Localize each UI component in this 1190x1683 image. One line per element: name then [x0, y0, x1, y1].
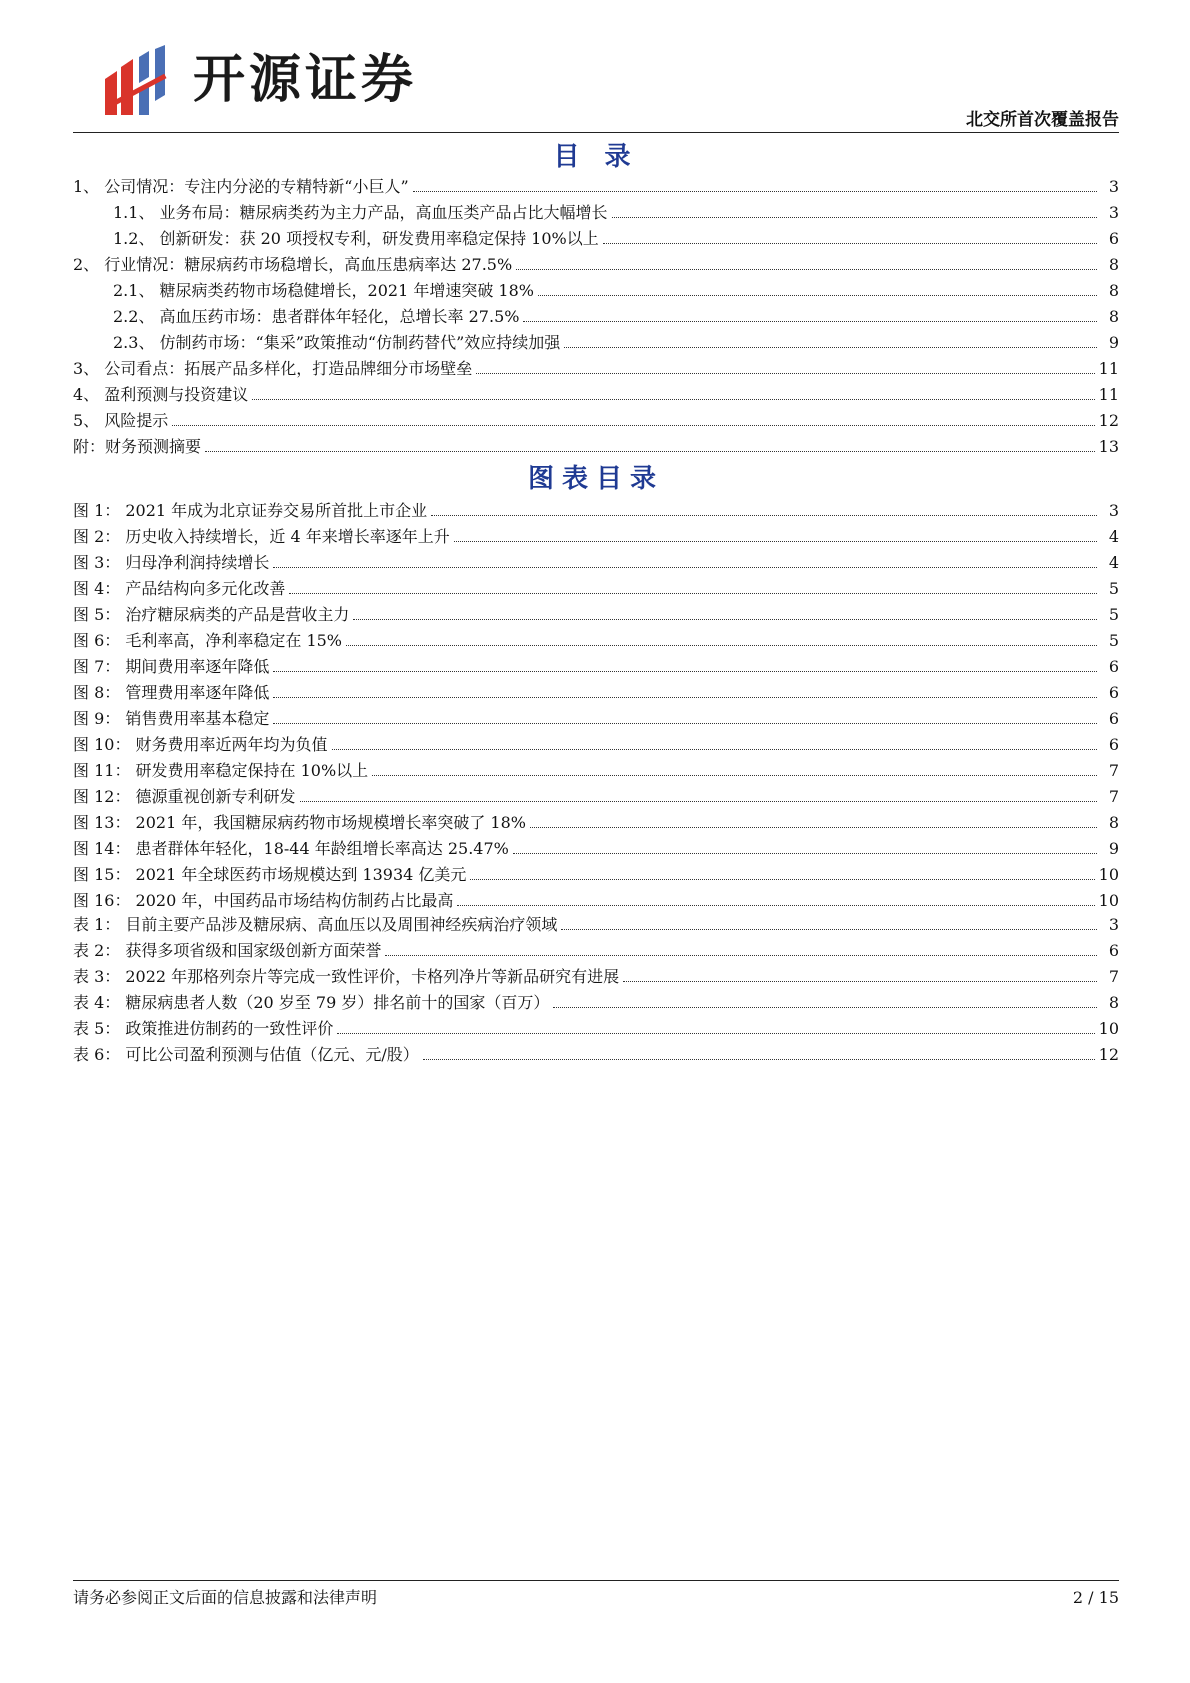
dot-leader — [273, 549, 1097, 568]
table-entry-page: 12 — [1098, 1045, 1119, 1064]
table-entry-label: 表 5： 政策推进仿制药的一致性评价 — [73, 1019, 334, 1038]
figure-entry-label: 图 13： 2021 年，我国糖尿病药物市场规模增长率突破了 18% — [73, 813, 526, 832]
figure-entry[interactable] — [73, 653, 1119, 679]
figure-entry[interactable] — [73, 627, 1119, 653]
toc-entry-page: 12 — [1098, 411, 1119, 430]
toc-entry[interactable] — [73, 277, 1119, 303]
footer-page-number: 2 / 15 — [1072, 1588, 1119, 1607]
figure-entry-page: 3 — [1108, 501, 1119, 520]
toc-entry[interactable] — [73, 199, 1119, 225]
figure-entry-page: 5 — [1108, 579, 1119, 598]
dot-leader — [553, 989, 1097, 1008]
figure-entry-page: 6 — [1108, 735, 1119, 754]
dot-leader — [273, 679, 1097, 698]
figure-entry[interactable] — [73, 679, 1119, 705]
figures-list — [73, 497, 1119, 913]
table-entry-label: 表 3： 2022 年那格列奈片等完成一致性评价，卡格列净片等新品研究有进展 — [73, 967, 620, 986]
figure-entry[interactable] — [73, 497, 1119, 523]
toc-entry-page: 3 — [1108, 177, 1119, 196]
table-entry-label: 表 6： 可比公司盈利预测与估值（亿元、元/股） — [73, 1045, 419, 1064]
figure-entry-label: 图 4： 产品结构向多元化改善 — [73, 579, 286, 598]
dot-leader — [252, 381, 1094, 400]
dot-leader — [300, 783, 1097, 802]
dot-leader — [457, 887, 1094, 906]
table-entry-page: 3 — [1108, 915, 1119, 934]
dot-leader — [353, 601, 1097, 620]
dot-leader — [516, 251, 1097, 270]
dot-leader — [346, 627, 1097, 646]
dot-leader — [385, 937, 1097, 956]
page-header — [73, 30, 1119, 130]
dot-leader — [423, 1041, 1095, 1060]
toc-entry-label: 2.3、 仿制药市场：“集采”政策推动“仿制药替代”效应持续加强 — [113, 333, 561, 352]
figure-entry-label: 图 11： 研发费用率稳定保持在 10%以上 — [73, 761, 369, 780]
figure-entry[interactable] — [73, 601, 1119, 627]
toc-entry-label: 1、 公司情况：专注内分泌的专精特新“小巨人” — [73, 177, 409, 196]
toc-entry-label: 2、 行业情况：糖尿病药市场稳增长，高血压患病率达 27.5% — [73, 255, 513, 274]
table-entry[interactable] — [73, 1015, 1119, 1041]
dot-leader — [273, 705, 1097, 724]
dot-leader — [372, 757, 1097, 776]
toc-entry[interactable] — [73, 407, 1119, 433]
toc-entry-page: 8 — [1108, 307, 1119, 326]
toc-entry-page: 11 — [1098, 359, 1119, 378]
toc-entry-page: 9 — [1108, 333, 1119, 352]
figure-entry-page: 7 — [1108, 787, 1119, 806]
figure-entry-label: 图 8： 管理费用率逐年降低 — [73, 683, 270, 702]
toc-entry[interactable] — [73, 381, 1119, 407]
dot-leader — [337, 1015, 1094, 1034]
toc-entry-page: 8 — [1108, 281, 1119, 300]
table-entry-page: 8 — [1108, 993, 1119, 1012]
toc-entry-label: 附：财务预测摘要 — [73, 437, 202, 456]
figure-entry-label: 图 2： 历史收入持续增长，近 4 年来增长率逐年上升 — [73, 527, 450, 546]
tables-list — [73, 911, 1119, 1067]
toc-entry-label: 4、 盈利预测与投资建议 — [73, 385, 249, 404]
table-entry[interactable] — [73, 963, 1119, 989]
dot-leader — [530, 809, 1097, 828]
figure-entry-page: 4 — [1108, 527, 1119, 546]
dot-leader — [431, 497, 1097, 516]
table-entry[interactable] — [73, 989, 1119, 1015]
toc-entry-label: 3、 公司看点：拓展产品多样化，打造品牌细分市场壁垒 — [73, 359, 473, 378]
kaiyuan-logo-icon — [103, 45, 183, 115]
figure-entry[interactable] — [73, 705, 1119, 731]
figure-entry-page: 5 — [1108, 605, 1119, 624]
table-entry-page: 10 — [1098, 1019, 1119, 1038]
figure-entry[interactable] — [73, 861, 1119, 887]
figure-entry-label: 图 5： 治疗糖尿病类的产品是营收主力 — [73, 605, 350, 624]
toc-title: 目 录 — [553, 142, 639, 172]
toc-entry-page: 13 — [1098, 437, 1119, 456]
figure-entry-page: 10 — [1098, 891, 1119, 910]
toc-entry-label: 1.2、 创新研发：获 20 项授权专利，研发费用率稳定保持 10%以上 — [113, 229, 599, 248]
toc-entry[interactable] — [73, 173, 1119, 199]
report-type-label: 北交所首次覆盖报告 — [966, 110, 1119, 130]
figure-entry-page: 9 — [1108, 839, 1119, 858]
toc-entry[interactable] — [73, 355, 1119, 381]
figure-entry[interactable] — [73, 757, 1119, 783]
table-entry-label: 表 4： 糖尿病患者人数（20 岁至 79 岁）排名前十的国家（百万） — [73, 993, 550, 1012]
figure-entry-page: 6 — [1108, 683, 1119, 702]
table-entry[interactable] — [73, 911, 1119, 937]
toc-entry[interactable] — [73, 225, 1119, 251]
figure-entry-label: 图 9： 销售费用率基本稳定 — [73, 709, 270, 728]
dot-leader — [332, 731, 1097, 750]
figure-entry-label: 图 14： 患者群体年轻化，18-44 年龄组增长率高达 25.47% — [73, 839, 509, 858]
toc-entry-page: 3 — [1108, 203, 1119, 222]
toc-entry[interactable] — [73, 433, 1119, 459]
company-logo-text: 开源证券 — [193, 50, 418, 110]
figure-entry-label: 图 12： 德源重视创新专利研发 — [73, 787, 296, 806]
figure-entry-label: 图 7： 期间费用率逐年降低 — [73, 657, 270, 676]
figure-entry-label: 图 6： 毛利率高，净利率稳定在 15% — [73, 631, 343, 650]
figure-entry-page: 10 — [1098, 865, 1119, 884]
figure-entry[interactable] — [73, 523, 1119, 549]
figure-entry[interactable] — [73, 887, 1119, 913]
figure-entry-label: 图 10： 财务费用率近两年均为负值 — [73, 735, 328, 754]
figure-entry-page: 7 — [1108, 761, 1119, 780]
figure-entry[interactable] — [73, 575, 1119, 601]
table-entry-label: 表 1： 目前主要产品涉及糖尿病、高血压以及周围神经疾病治疗领域 — [73, 915, 558, 934]
figure-entry-label: 图 1： 2021 年成为北京证券交易所首批上市企业 — [73, 501, 428, 520]
figure-entry-label: 图 16： 2020 年，中国药品市场结构仿制药占比最高 — [73, 891, 454, 910]
toc-entry-label: 2.1、 糖尿病类药物市场稳健增长，2021 年增速突破 18% — [113, 281, 534, 300]
dot-leader — [273, 653, 1097, 672]
dot-leader — [513, 835, 1097, 854]
toc-entry[interactable] — [73, 329, 1119, 355]
toc-entry[interactable] — [73, 251, 1119, 277]
dot-leader — [561, 911, 1097, 930]
dot-leader — [470, 861, 1094, 880]
table-entry-page: 7 — [1108, 967, 1119, 986]
dot-leader — [454, 523, 1097, 542]
figures-title: 图表目录 — [527, 464, 664, 494]
toc-entry-label: 2.2、 高血压药市场：患者群体年轻化，总增长率 27.5% — [113, 307, 520, 326]
figure-entry-label: 图 3： 归母净利润持续增长 — [73, 553, 270, 572]
dot-leader — [603, 225, 1097, 244]
figure-entry[interactable] — [73, 809, 1119, 835]
figure-entry-page: 6 — [1108, 709, 1119, 728]
toc-entry-page: 6 — [1108, 229, 1119, 248]
toc-entry-label: 5、 风险提示 — [73, 411, 169, 430]
figure-entry[interactable] — [73, 835, 1119, 861]
figure-entry-label: 图 15： 2021 年全球医药市场规模达到 13934 亿美元 — [73, 865, 467, 884]
figure-entry-page: 8 — [1108, 813, 1119, 832]
table-entry[interactable] — [73, 937, 1119, 963]
dot-leader — [564, 329, 1097, 348]
figure-entry[interactable] — [73, 731, 1119, 757]
toc-entry-label: 1.1、 业务布局：糖尿病类药为主力产品，高血压类产品占比大幅增长 — [113, 203, 608, 222]
header-divider — [73, 132, 1119, 133]
figure-entry-page: 6 — [1108, 657, 1119, 676]
table-entry-page: 6 — [1108, 941, 1119, 960]
toc-list — [73, 173, 1119, 459]
toc-entry-page: 8 — [1108, 255, 1119, 274]
dot-leader — [538, 277, 1097, 296]
dot-leader — [289, 575, 1097, 594]
table-entry[interactable] — [73, 1041, 1119, 1067]
table-entry-label: 表 2： 获得多项省级和国家级创新方面荣誉 — [73, 941, 382, 960]
toc-entry[interactable] — [73, 303, 1119, 329]
dot-leader — [623, 963, 1097, 982]
dot-leader — [413, 173, 1097, 192]
figure-entry[interactable] — [73, 783, 1119, 809]
figure-entry-page: 5 — [1108, 631, 1119, 650]
dot-leader — [612, 199, 1097, 218]
dot-leader — [523, 303, 1097, 322]
dot-leader — [205, 433, 1095, 452]
toc-entry-page: 11 — [1098, 385, 1119, 404]
dot-leader — [172, 407, 1094, 426]
footer-divider — [73, 1580, 1119, 1581]
footer-disclaimer: 请务必参阅正文后面的信息披露和法律声明 — [73, 1588, 378, 1607]
figure-entry[interactable] — [73, 549, 1119, 575]
figure-entry-page: 4 — [1108, 553, 1119, 572]
dot-leader — [476, 355, 1094, 374]
